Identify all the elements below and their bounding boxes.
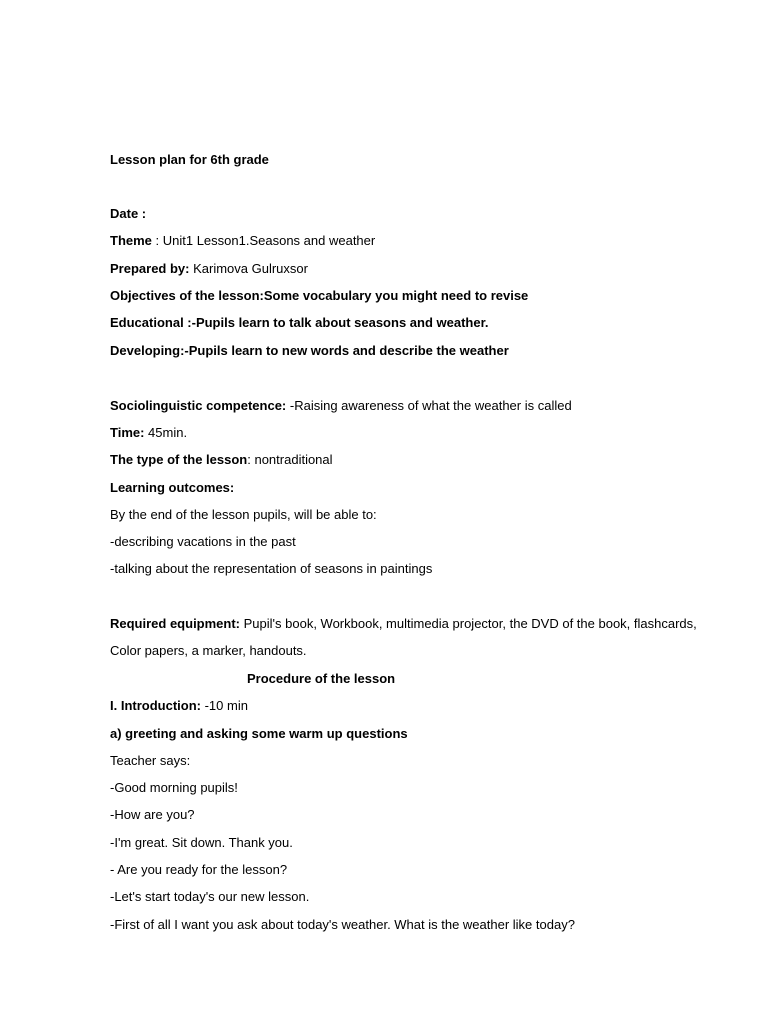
time-label: Time: bbox=[110, 425, 145, 440]
introduction-value: -10 min bbox=[200, 698, 248, 713]
theme-label: Theme bbox=[110, 233, 152, 248]
equipment-line bbox=[110, 616, 697, 632]
date-label: Date : bbox=[110, 206, 147, 221]
time-value: 45min. bbox=[144, 425, 188, 440]
prepared-by-line bbox=[110, 261, 308, 277]
document-title: Lesson plan for 6th grade bbox=[110, 152, 269, 167]
objectives-line: Objectives of the lesson:Some vocabulary you might need to revise bbox=[110, 288, 529, 303]
dialogue-line: -Let's start today's our new lesson. bbox=[110, 889, 310, 904]
developing-line: Developing:-Pupils learn to new words and describe the weather bbox=[110, 343, 509, 358]
dialogue-line: -How are you? bbox=[110, 807, 195, 822]
theme-value: : Unit1 Lesson1.Seasons and weather bbox=[151, 233, 376, 248]
outcomes-heading: Learning outcomes: bbox=[110, 480, 235, 495]
prepared-by-label: Prepared by: bbox=[110, 261, 190, 276]
outcome-item: -talking about the representation of seasons in paintings bbox=[110, 561, 433, 576]
outcomes-intro: By the end of the lesson pupils, will be able to: bbox=[110, 507, 377, 522]
teacher-says: Teacher says: bbox=[110, 753, 191, 768]
dialogue-line: - Are you ready for the lesson? bbox=[110, 862, 288, 877]
lesson-type-line bbox=[110, 452, 333, 468]
prepared-by-value: Karimova Gulruxsor bbox=[189, 261, 308, 276]
dialogue-line: -Good morning pupils! bbox=[110, 780, 238, 795]
time-line bbox=[110, 425, 187, 441]
dialogue-line: -I'm great. Sit down. Thank you. bbox=[110, 835, 293, 850]
lesson-type-label: The type of the lesson bbox=[110, 452, 248, 467]
equipment-label: Required equipment: bbox=[110, 616, 241, 631]
sociolinguistic-value: -Raising awareness of what the weather is called bbox=[286, 398, 572, 413]
equipment-value: Pupil's book, Workbook, multimedia projector, the DVD of the book, flashcards, bbox=[240, 616, 697, 631]
equipment-continuation: Color papers, a marker, handouts. bbox=[110, 643, 307, 658]
introduction-label: I. Introduction: bbox=[110, 698, 201, 713]
theme-line bbox=[110, 233, 375, 249]
sociolinguistic-line bbox=[110, 398, 572, 414]
introduction-line bbox=[110, 698, 248, 714]
procedure-title: Procedure of the lesson bbox=[247, 671, 396, 686]
sociolinguistic-label: Sociolinguistic competence: bbox=[110, 398, 287, 413]
dialogue-line: -First of all I want you ask about today's weather. What is the weather like today? bbox=[110, 917, 575, 932]
lesson-type-value: : nontraditional bbox=[247, 452, 333, 467]
educational-line: Educational :-Pupils learn to talk about seasons and weather. bbox=[110, 315, 489, 330]
greeting-heading: a) greeting and asking some warm up questions bbox=[110, 726, 408, 741]
outcome-item: -describing vacations in the past bbox=[110, 534, 296, 549]
